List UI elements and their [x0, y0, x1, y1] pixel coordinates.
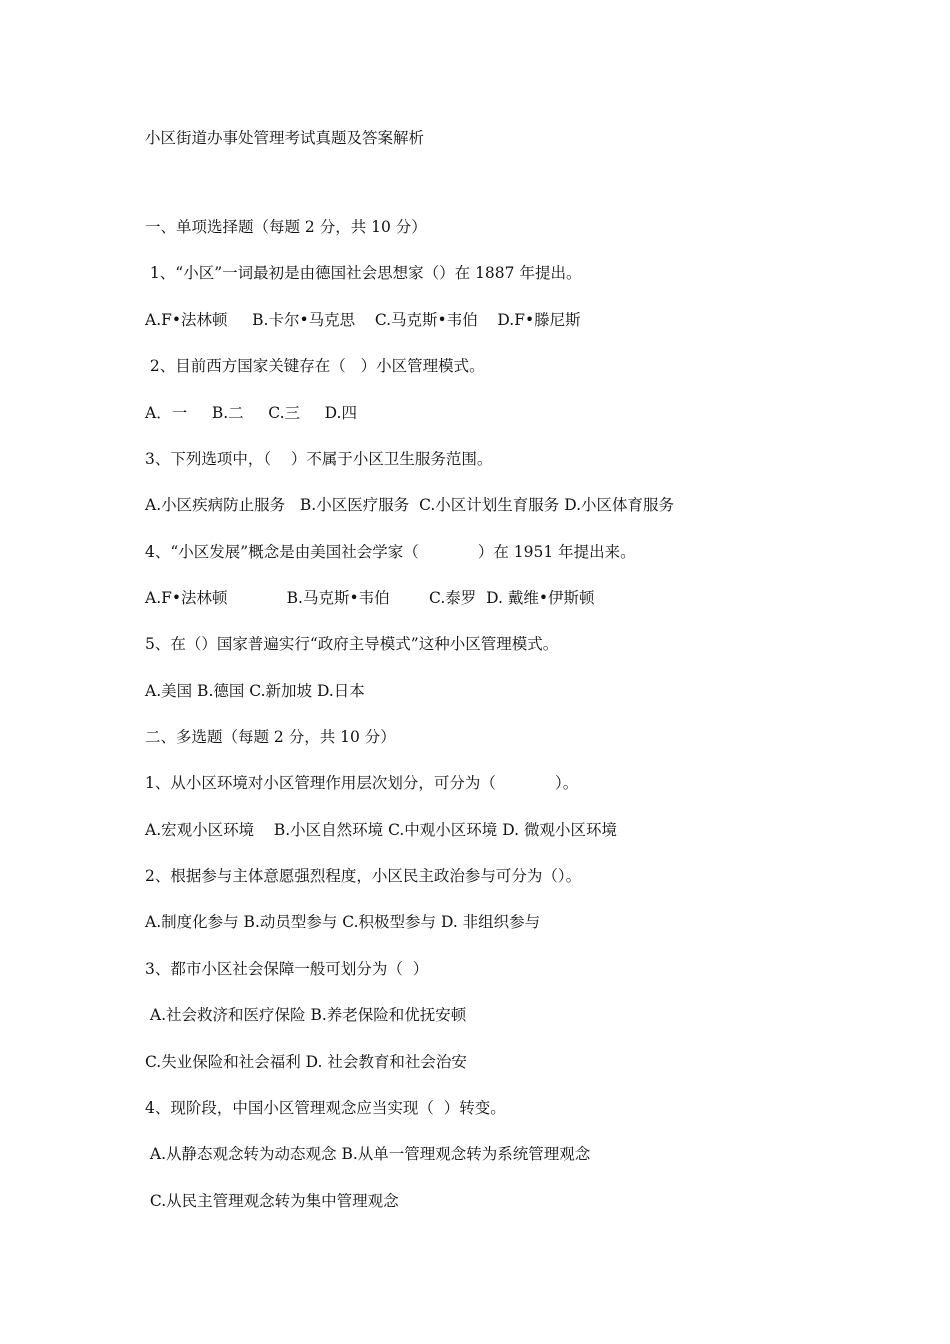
- answer-options: A.小区疾病防止服务 B.小区医疗服务 C.小区计划生育服务 D.小区体育服务: [145, 496, 675, 514]
- question-text: 1、从小区环境对小区管理作用层次划分，可分为（ ）。: [145, 774, 579, 792]
- section-heading-multiple-choice: 二、多选题（每题 2 分，共 10 分）: [145, 728, 396, 746]
- answer-options: A.F•法林顿 B.卡尔•马克思 C.马克斯•韦伯 D.F•滕尼斯: [145, 311, 581, 329]
- document-title: 小区街道办事处管理考试真题及答案解析: [145, 129, 425, 147]
- answer-options: C.失业保险和社会福利 D. 社会教育和社会治安: [145, 1053, 467, 1071]
- answer-options: A.社会救济和医疗保险 B.养老保险和优抚安顿: [145, 1006, 467, 1024]
- answer-options: A.美国 B.德国 C.新加坡 D.日本: [145, 682, 365, 700]
- answer-options: A．一 B.二 C.三 D.四: [145, 404, 357, 422]
- question-text: 2、目前西方国家关键存在（ ）小区管理模式。: [145, 357, 485, 375]
- question-text: 3、下列选项中，（ ）不属于小区卫生服务范围。: [145, 450, 493, 468]
- section-heading-single-choice: 一、单项选择题（每题 2 分，共 10 分）: [145, 218, 427, 236]
- question-text: 1、“小区”一词最初是由德国社会思想家（）在 1887 年提出。: [145, 264, 582, 282]
- answer-options: A.制度化参与 B.动员型参与 C.积极型参与 D. 非组织参与: [145, 913, 541, 931]
- question-text: 2、根据参与主体意愿强烈程度，小区民主政治参与可分为（）。: [145, 867, 582, 885]
- question-text: 4、“小区发展”概念是由美国社会学家（ ）在 1951 年提出来。: [145, 543, 636, 561]
- question-text: 3、都市小区社会保障一般可划分为（ ）: [145, 960, 429, 978]
- answer-options: C.从民主管理观念转为集中管理观念: [145, 1192, 399, 1210]
- answer-options: A.宏观小区环境 B.小区自然环境 C.中观小区环境 D. 微观小区环境: [145, 821, 617, 839]
- answer-options: A.从静态观念转为动态观念 B.从单一管理观念转为系统管理观念: [145, 1145, 591, 1163]
- question-text: 5、在（）国家普遍实行“政府主导模式”这种小区管理模式。: [145, 635, 559, 653]
- question-text: 4、现阶段，中国小区管理观念应当实现（ ）转变。: [145, 1099, 506, 1117]
- answer-options: A.F•法林顿 B.马克斯•韦伯 C.泰罗 D. 戴维•伊斯顿: [145, 589, 595, 607]
